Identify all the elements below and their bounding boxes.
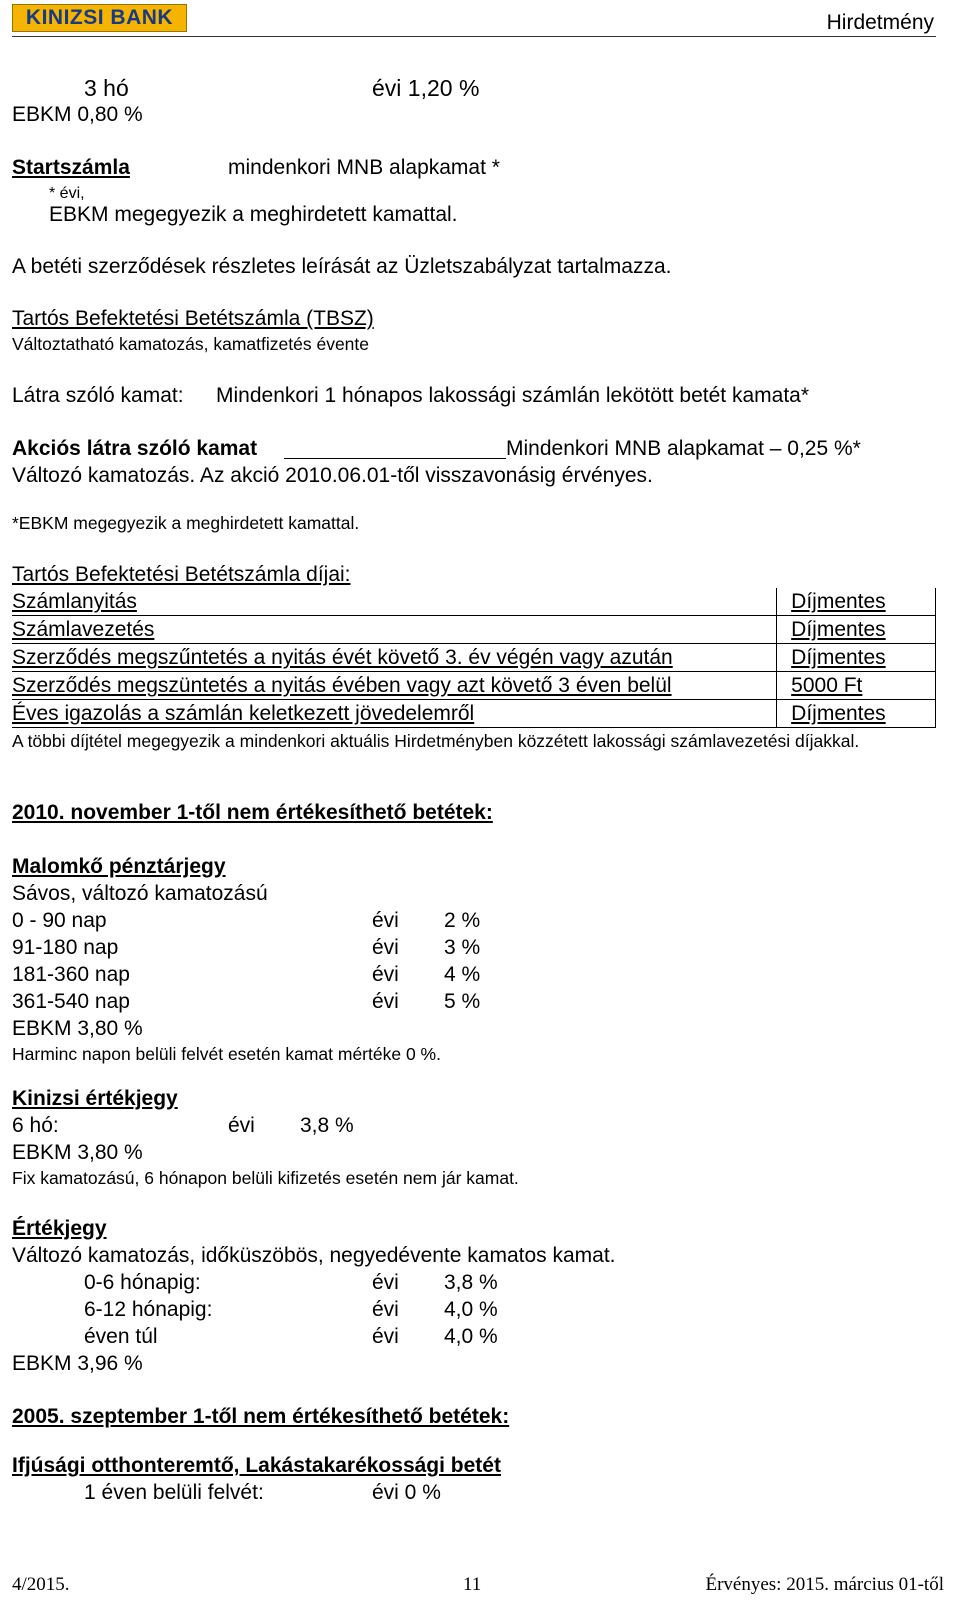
- tbsz-akcios-value: Mindenkori MNB alapkamat – 0,25 %*: [506, 437, 861, 460]
- malomko-rate: 4 %: [444, 963, 481, 986]
- top-ebkm: EBKM 0,80 %: [12, 103, 143, 126]
- fee-item: Számlavezetés: [12, 616, 777, 644]
- fee-item: Éves igazolás a számlán keletkezett jövedelemről: [12, 700, 777, 728]
- malomko-label: évi: [372, 936, 399, 959]
- malomko-rate: 3 %: [444, 936, 481, 959]
- fee-value: Díjmentes: [777, 700, 936, 728]
- footer-page-number: 11: [463, 1574, 482, 1595]
- malomko-period: 361-540 nap: [12, 990, 130, 1013]
- ertekjegy-ebkm: EBKM 3,96 %: [12, 1352, 143, 1375]
- table-row: [12, 672, 936, 700]
- ertekjegy-rate: 4,0 %: [444, 1325, 498, 1348]
- malomko-label: évi: [372, 909, 399, 932]
- fee-item: Szerződés megszüntetés a nyitás évében vagy azt követő 3 éven belül: [12, 672, 777, 700]
- fee-item: Szerződés megszűntetés a nyitás évét követő 3. év végén vagy azután: [12, 644, 777, 672]
- malomko-period: 0 - 90 nap: [12, 909, 107, 932]
- ertekjegy-label: évi: [372, 1325, 399, 1348]
- tbsz-title: Tartós Befektetési Betétszámla (TBSZ): [12, 307, 374, 330]
- fee-value: Díjmentes: [777, 588, 936, 616]
- startszamla-note: A betéti szerződések részletes leírását az Üzletszabályzat tartalmazza.: [12, 255, 672, 278]
- ertekjegy-rate: 3,8 %: [444, 1271, 498, 1294]
- ifjusagi-rate: évi 0 %: [372, 1481, 441, 1504]
- fees-table: [12, 588, 936, 728]
- malomko-rate: 5 %: [444, 990, 481, 1013]
- ertekjegy-period: 0-6 hónapig:: [84, 1271, 201, 1294]
- fee-item: Számlanyitás: [12, 588, 777, 616]
- table-row: [12, 644, 936, 672]
- startszamla-title: Startszámla: [12, 156, 130, 179]
- startszamla-rate: mindenkori MNB alapkamat *: [228, 156, 500, 179]
- kinizsi-term: 6 hó:: [12, 1114, 59, 1137]
- section-2010-heading: 2010. november 1-től nem értékesíthető betétek:: [12, 801, 493, 824]
- kinizsi-rate: 3,8 %: [300, 1114, 354, 1137]
- logo-text: KINIZSI BANK: [25, 6, 174, 29]
- kinizsi-title: Kinizsi értékjegy: [12, 1087, 178, 1110]
- section-2005-heading: 2005. szeptember 1-től nem értékesíthető betétek:: [12, 1405, 510, 1428]
- ertekjegy-label: évi: [372, 1271, 399, 1294]
- ertekjegy-title: Értékjegy: [12, 1217, 107, 1240]
- tbsz-fees-title: Tartós Befektetési Betétszámla díjai:: [12, 563, 351, 586]
- startszamla-line2: EBKM megegyezik a meghirdetett kamattal.: [49, 203, 458, 226]
- footer-valid-from: Érvényes: 2015. március 01-től: [705, 1574, 944, 1595]
- tbsz-ebkm-note: *EBKM megegyezik a meghirdetett kamattal.: [12, 513, 360, 533]
- tbsz-subtitle: Változtatható kamatozás, kamatfizetés évente: [12, 334, 369, 354]
- malomko-period: 181-360 nap: [12, 963, 130, 986]
- tbsz-latra-label: Látra szóló kamat:: [12, 384, 184, 407]
- malomko-label: évi: [372, 990, 399, 1013]
- kinizsi-label: évi: [228, 1114, 255, 1137]
- bank-logo: [12, 4, 187, 32]
- fee-value: 5000 Ft: [777, 672, 936, 700]
- kinizsi-note: Fix kamatozású, 6 hónapon belüli kifizetés esetén nem jár kamat.: [12, 1168, 519, 1188]
- malomko-subtitle: Sávos, változó kamatozású: [12, 882, 268, 905]
- ertekjegy-label: évi: [372, 1298, 399, 1321]
- tbsz-latra-value: Mindenkori 1 hónapos lakossági számlán lekötött betét kamata*: [216, 384, 810, 407]
- malomko-rate: 2 %: [444, 909, 481, 932]
- ertekjegy-period: 6-12 hónapig:: [84, 1298, 213, 1321]
- fee-value: Díjmentes: [777, 644, 936, 672]
- ertekjegy-subtitle: Változó kamatozás, időküszöbös, negyedévente kamatos kamat.: [12, 1244, 616, 1267]
- malomko-ebkm: EBKM 3,80 %: [12, 1017, 143, 1040]
- kinizsi-ebkm: EBKM 3,80 %: [12, 1141, 143, 1164]
- tbsz-akcios-label: Akciós látra szóló kamat: [12, 437, 258, 460]
- akcios-fill-line: [284, 458, 506, 459]
- header-divider: [12, 36, 936, 37]
- ifjusagi-term: 1 éven belüli felvét:: [84, 1481, 264, 1504]
- fee-value: Díjmentes: [777, 616, 936, 644]
- ertekjegy-period: éven túl: [84, 1325, 158, 1348]
- top-rate: évi 1,20 %: [372, 75, 480, 101]
- other-fees-note: A többi díjtétel megegyezik a mindenkori aktuális Hirdetményben közzétett lakossági számlavezetési díjakkal.: [12, 731, 860, 751]
- ifjusagi-title: Ifjúsági otthonteremtő, Lakástakarékossági betét: [12, 1454, 501, 1477]
- malomko-period: 91-180 nap: [12, 936, 119, 959]
- tbsz-valtozo: Változó kamatozás. Az akció 2010.06.01-től visszavonásig érvényes.: [12, 464, 653, 487]
- table-row: [12, 588, 936, 616]
- malomko-label: évi: [372, 963, 399, 986]
- startszamla-line1: * évi,: [49, 185, 85, 202]
- ertekjegy-rate: 4,0 %: [444, 1298, 498, 1321]
- table-row: [12, 700, 936, 728]
- table-row: [12, 616, 936, 644]
- document-title: Hirdetmény: [826, 11, 934, 34]
- malomko-note: Harminc napon belüli felvét esetén kamat mértéke 0 %.: [12, 1044, 441, 1064]
- malomko-title: Malomkő pénztárjegy: [12, 855, 226, 878]
- top-term: 3 hó: [84, 75, 129, 101]
- footer-doc-number: 4/2015.: [12, 1574, 70, 1595]
